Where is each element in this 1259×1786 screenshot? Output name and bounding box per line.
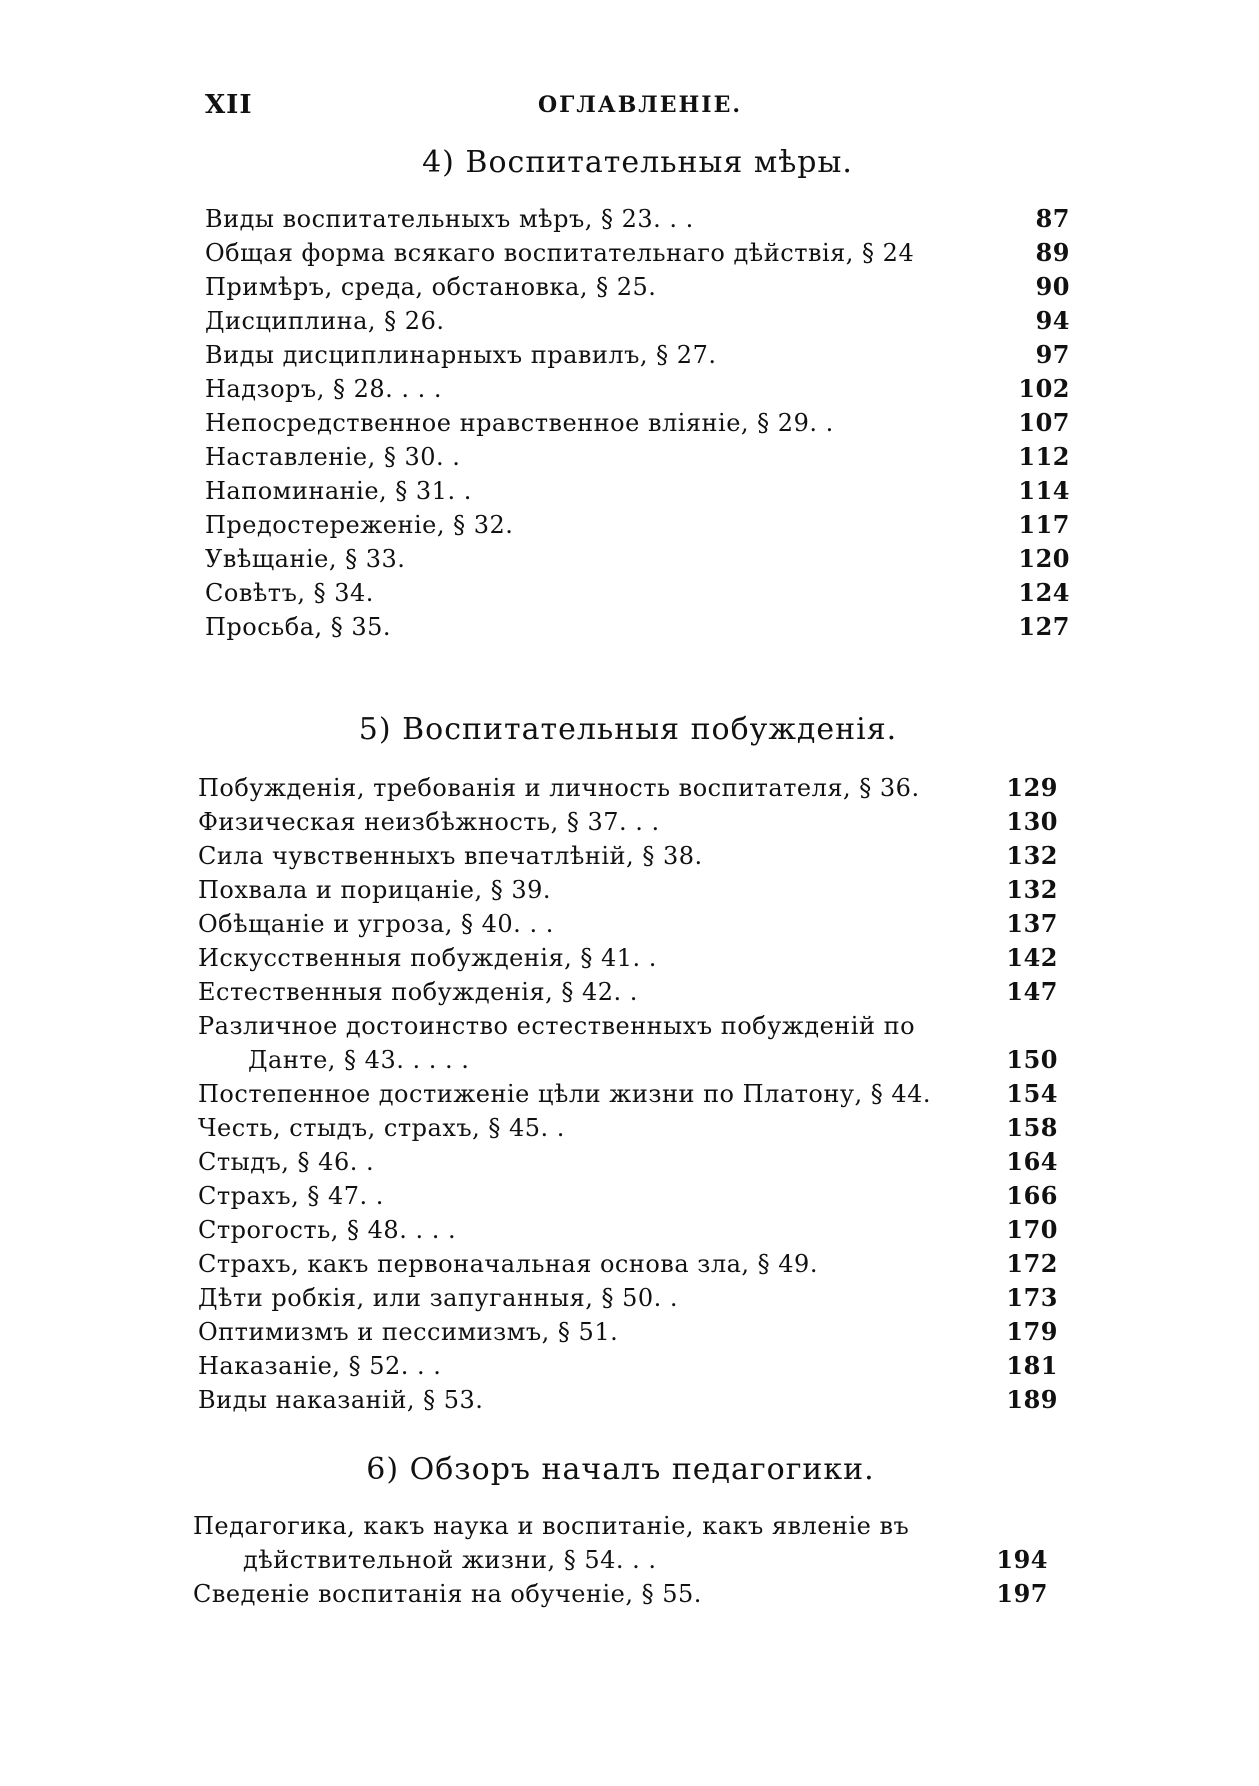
toc-entry	[205, 508, 1070, 542]
page-number: XII	[205, 90, 253, 120]
entry-text: Общая форма всякаго воспитательнаго дѣйствія, § 24	[205, 239, 915, 267]
entry-text: Обѣщаніе и угроза, § 40. . .	[198, 910, 554, 938]
toc-entry	[205, 236, 1070, 270]
toc-entry	[198, 1315, 1058, 1349]
entry-text: Виды наказаній, § 53.	[198, 1386, 484, 1414]
running-title: ОГЛАВЛЕНІЕ.	[537, 92, 743, 118]
toc-entry	[198, 1179, 1058, 1213]
entry-page: 154	[1006, 1079, 1058, 1108]
entry-text: Наказаніе, § 52. . .	[198, 1352, 442, 1380]
section-title: 4) Воспитательныя мѣры.	[422, 145, 853, 180]
entry-text: Страхъ, какъ первоначальная основа зла, § 49.	[198, 1250, 818, 1278]
entry-text-line1: Различное достоинство естественныхъ побужденій по	[198, 1012, 916, 1040]
entry-text: Постепенное достиженіе цѣли жизни по Платону, § 44.	[198, 1080, 932, 1108]
entry-text: Физическая неизбѣжность, § 37. . .	[198, 808, 660, 836]
entry-page: 179	[1006, 1317, 1058, 1346]
entry-page: 112	[1018, 442, 1070, 471]
entry-text: Наставленіе, § 30. .	[205, 443, 461, 471]
entry-text: Примѣръ, среда, обстановка, § 25.	[205, 273, 657, 301]
entry-text: Похвала и порицаніе, § 39.	[198, 876, 552, 904]
toc-entry	[205, 304, 1070, 338]
entry-page: 197	[996, 1579, 1048, 1608]
entry-text: Честь, стыдъ, страхъ, § 45. .	[198, 1114, 565, 1142]
entry-text: Совѣтъ, § 34.	[205, 579, 374, 607]
entry-page: 124	[1018, 578, 1070, 607]
toc-entry	[198, 839, 1058, 873]
entry-text: Побужденія, требованія и личность воспитателя, § 36.	[198, 774, 920, 802]
entry-page: 129	[1006, 773, 1058, 802]
entry-page: 127	[1018, 612, 1070, 641]
toc-entry	[198, 1281, 1058, 1315]
entry-page: 94	[1035, 306, 1070, 335]
toc-entry	[205, 270, 1070, 304]
toc-entry	[205, 542, 1070, 576]
entry-page: 89	[1035, 238, 1070, 267]
section-5	[198, 712, 1058, 1417]
toc-entry	[198, 975, 1058, 1009]
entry-page: 170	[1006, 1215, 1058, 1244]
entry-page: 90	[1035, 272, 1070, 301]
page-header	[205, 90, 1075, 130]
entry-page: 189	[1006, 1385, 1058, 1414]
entry-text-line1: Педагогика, какъ наука и воспитаніе, какъ явленіе въ	[193, 1512, 910, 1540]
entry-page: 117	[1018, 510, 1070, 539]
entry-text: Сила чувственныхъ впечатлѣній, § 38.	[198, 842, 703, 870]
entry-text: Увѣщаніе, § 33.	[205, 545, 406, 573]
toc-list	[198, 771, 1058, 1417]
toc-entry	[198, 1349, 1058, 1383]
entry-page: 120	[1018, 544, 1070, 573]
section-title: 5) Воспитательныя побужденія.	[358, 712, 898, 747]
toc-entry	[198, 1383, 1058, 1417]
toc-entry	[198, 1247, 1058, 1281]
toc-entry	[193, 1577, 1048, 1611]
entry-text: Естественныя побужденія, § 42. .	[198, 978, 638, 1006]
entry-text: Искусственныя побужденія, § 41. .	[198, 944, 657, 972]
section-4	[205, 145, 1070, 644]
toc-entry	[205, 406, 1070, 440]
entry-text: Строгость, § 48. . . .	[198, 1216, 457, 1244]
section-title: 6) Обзоръ началъ педагогики.	[366, 1452, 875, 1487]
entry-page: 181	[1006, 1351, 1058, 1380]
entry-page: 107	[1018, 408, 1070, 437]
entry-page: 137	[1006, 909, 1058, 938]
entry-text: Надзоръ, § 28. . . .	[205, 375, 443, 403]
toc-entry	[198, 1145, 1058, 1179]
section-6	[193, 1452, 1048, 1611]
entry-page: 173	[1006, 1283, 1058, 1312]
entry-page: 132	[1006, 841, 1058, 870]
entry-page: 130	[1006, 807, 1058, 836]
entry-page: 132	[1006, 875, 1058, 904]
toc-entry	[198, 1213, 1058, 1247]
entry-text: Оптимизмъ и пессимизмъ, § 51.	[198, 1318, 619, 1346]
entry-text: Страхъ, § 47. .	[198, 1182, 384, 1210]
entry-text: Непосредственное нравственное вліяніе, § 29. .	[205, 409, 834, 437]
toc-entry	[205, 440, 1070, 474]
entry-page: 87	[1035, 204, 1070, 233]
entry-page: 97	[1035, 340, 1070, 369]
entry-page: 114	[1018, 476, 1070, 505]
entry-page: 158	[1006, 1113, 1058, 1142]
entry-text-line2: Данте, § 43. . . . .	[248, 1046, 470, 1074]
toc-entry	[205, 202, 1070, 236]
entry-text-line2: дѣйствительной жизни, § 54. . .	[243, 1546, 657, 1574]
toc-entry	[193, 1509, 1048, 1577]
toc-list	[193, 1509, 1048, 1611]
toc-entry	[205, 474, 1070, 508]
toc-list	[205, 202, 1070, 644]
entry-text: Сведеніе воспитанія на обученіе, § 55.	[193, 1580, 702, 1608]
toc-entry	[198, 1077, 1058, 1111]
entry-text: Предостереженіе, § 32.	[205, 511, 514, 539]
toc-entry	[198, 873, 1058, 907]
toc-entry	[205, 338, 1070, 372]
toc-entry	[198, 805, 1058, 839]
entry-page: 150	[1006, 1045, 1058, 1074]
entry-text: Виды дисциплинарныхъ правилъ, § 27.	[205, 341, 717, 369]
entry-text: Виды воспитательныхъ мѣръ, § 23. . .	[205, 205, 694, 233]
entry-text: Просьба, § 35.	[205, 613, 392, 641]
entry-text: Дисциплина, § 26.	[205, 307, 445, 335]
entry-page: 147	[1006, 977, 1058, 1006]
entry-text: Напоминаніе, § 31. .	[205, 477, 472, 505]
toc-entry	[198, 907, 1058, 941]
toc-entry	[198, 1111, 1058, 1145]
toc-entry	[198, 771, 1058, 805]
toc-entry	[198, 941, 1058, 975]
entry-page: 142	[1006, 943, 1058, 972]
entry-page: 172	[1006, 1249, 1058, 1278]
entry-page: 164	[1006, 1147, 1058, 1176]
toc-entry	[205, 372, 1070, 406]
toc-entry	[205, 576, 1070, 610]
entry-text: Стыдъ, § 46. .	[198, 1148, 375, 1176]
toc-entry	[198, 1009, 1058, 1077]
toc-entry	[205, 610, 1070, 644]
entry-page: 102	[1018, 374, 1070, 403]
entry-page: 166	[1006, 1181, 1058, 1210]
entry-page: 194	[996, 1545, 1048, 1574]
entry-text: Дѣти робкія, или запуганныя, § 50. .	[198, 1284, 679, 1312]
